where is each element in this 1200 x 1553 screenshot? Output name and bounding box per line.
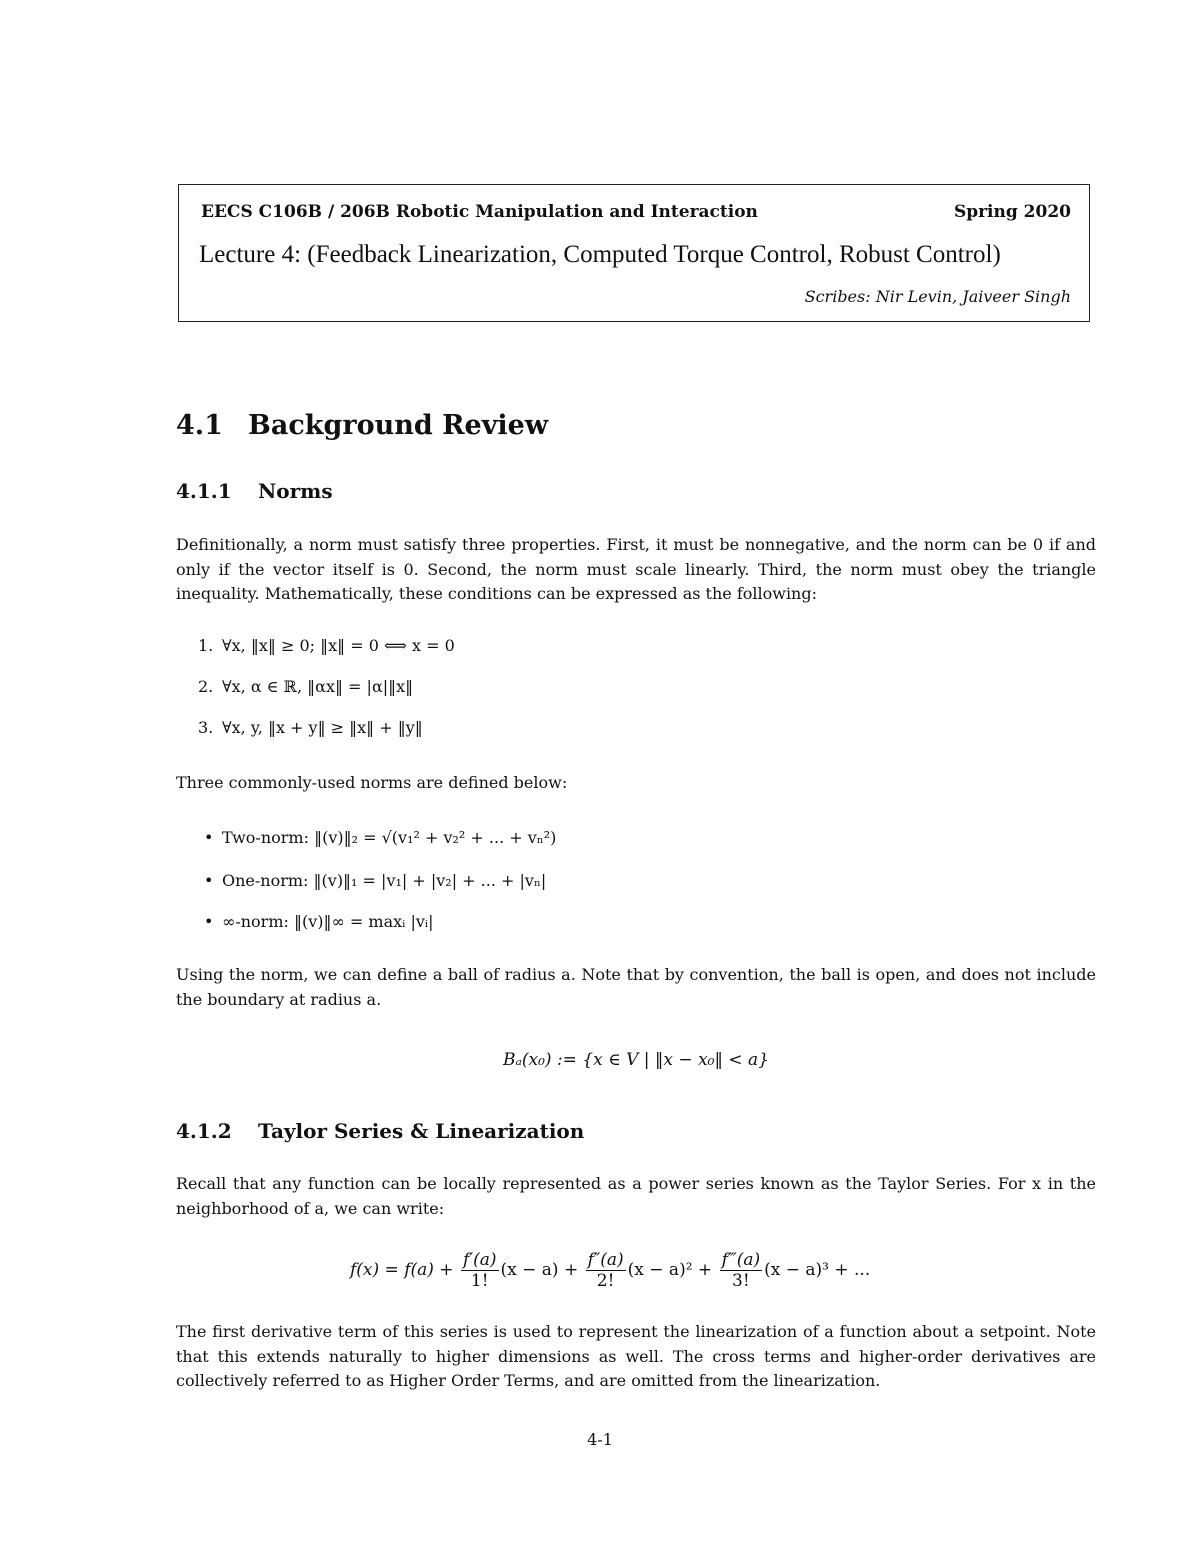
list-item: 1. ∀x, ‖x‖ ≥ 0; ‖x‖ = 0 ⟺ x = 0 [198, 636, 455, 655]
list-item: • One-norm: ‖(v)‖₁ = |v₁| + |v₂| + ... + |vₙ| [204, 871, 547, 890]
taylor-term-1-tail: (x − a) + [500, 1260, 579, 1280]
norm-definition: Two-norm: ‖(v)‖₂ = √(v₁² + v₂² + ... + vₙ²) [222, 828, 557, 847]
subsection-title: Norms [258, 479, 333, 503]
course-title: EECS C106B / 206B Robotic Manipulation and Interaction [201, 202, 758, 222]
property-formula: ∀x, ‖x‖ ≥ 0; ‖x‖ = 0 ⟺ x = 0 [222, 636, 455, 655]
taylor-series-formula [350, 1250, 870, 1291]
norm-definition: One-norm: ‖(v)‖₁ = |v₁| + |v₂| + ... + |vₙ| [222, 871, 547, 890]
list-item: 3. ∀x, y, ‖x + y‖ ≥ ‖x‖ + ‖y‖ [198, 718, 423, 737]
lecture-header-box [178, 184, 1090, 322]
subsection-number: 4.1.2 [176, 1119, 232, 1143]
lecture-title: Lecture 4: (Feedback Linearization, Computed Torque Control, Robust Control) [199, 241, 1001, 268]
property-formula: ∀x, y, ‖x + y‖ ≥ ‖x‖ + ‖y‖ [222, 718, 423, 737]
subsection-number: 4.1.1 [176, 479, 232, 503]
taylor-term-3-tail: (x − a)³ + ... [764, 1260, 871, 1280]
taylor-lhs: f(x) = f(a) + [350, 1260, 454, 1280]
taylor-term-3-fraction: $\frac{f‴(a)}{3!}$ [721, 1250, 761, 1291]
list-item: • ∞-norm: ‖(v)‖∞ = maxᵢ |vᵢ| [204, 912, 434, 931]
taylor-term-1-fraction: $\frac{f'(a)}{1!}$ [462, 1250, 497, 1291]
norms-list-intro: Three commonly-used norms are defined below: [176, 773, 568, 792]
property-formula: ∀x, α ∈ ℝ, ‖αx‖ = |α|‖x‖ [222, 677, 414, 696]
linearization-paragraph: The first derivative term of this series is used to represent the linearization of a function about a setpoint. Note that this extends naturally to higher dimensions as well. The cross terms and higher-order derivatives are collectively referred to as Higher Order Terms, and are omitted from the linearization. [176, 1322, 1096, 1390]
section-heading-background-review [176, 410, 548, 441]
subsection-heading-norms [176, 479, 333, 503]
taylor-term-2-fraction: $\frac{f''(a)}{2!}$ [587, 1250, 624, 1291]
norm-definition: ∞-norm: ‖(v)‖∞ = maxᵢ |vᵢ| [222, 912, 434, 931]
ball-definition-formula: Bₐ(x₀) := {x ∈ V | ‖x − x₀‖ < a} [503, 1050, 769, 1070]
section-title: Background Review [248, 410, 549, 441]
taylor-intro-paragraph: Recall that any function can be locally represented as a power series known as the Taylor Series. For x in the neighborhood of a, we can write: [176, 1174, 1096, 1218]
section-number: 4.1 [176, 410, 223, 441]
list-item: 2. ∀x, α ∈ ℝ, ‖αx‖ = |α|‖x‖ [198, 677, 414, 696]
norms-intro-paragraph: Definitionally, a norm must satisfy three properties. First, it must be nonnegative, and the norm can be 0 if and only if the vector itself is 0. Second, the norm must scale linearly. Third, the norm must obey the triangle inequality. Mathematically, these conditions can be expressed as the following: [176, 535, 1096, 603]
page-number: 4-1 [587, 1430, 613, 1449]
subsection-heading-taylor-series [176, 1119, 584, 1143]
list-item: • Two-norm: ‖(v)‖₂ = √(v₁² + v₂² + ... + vₙ²) [204, 828, 557, 847]
taylor-term-2-tail: (x − a)² + [627, 1260, 713, 1280]
term-label: Spring 2020 [953, 202, 1071, 222]
ball-paragraph: Using the norm, we can define a ball of radius a. Note that by convention, the ball is open, and does not include the boundary at radius a. [176, 965, 1096, 1009]
subsection-title: Taylor Series & Linearization [258, 1119, 585, 1143]
scribes-line: Scribes: Nir Levin, Jaiveer Singh [804, 287, 1071, 306]
